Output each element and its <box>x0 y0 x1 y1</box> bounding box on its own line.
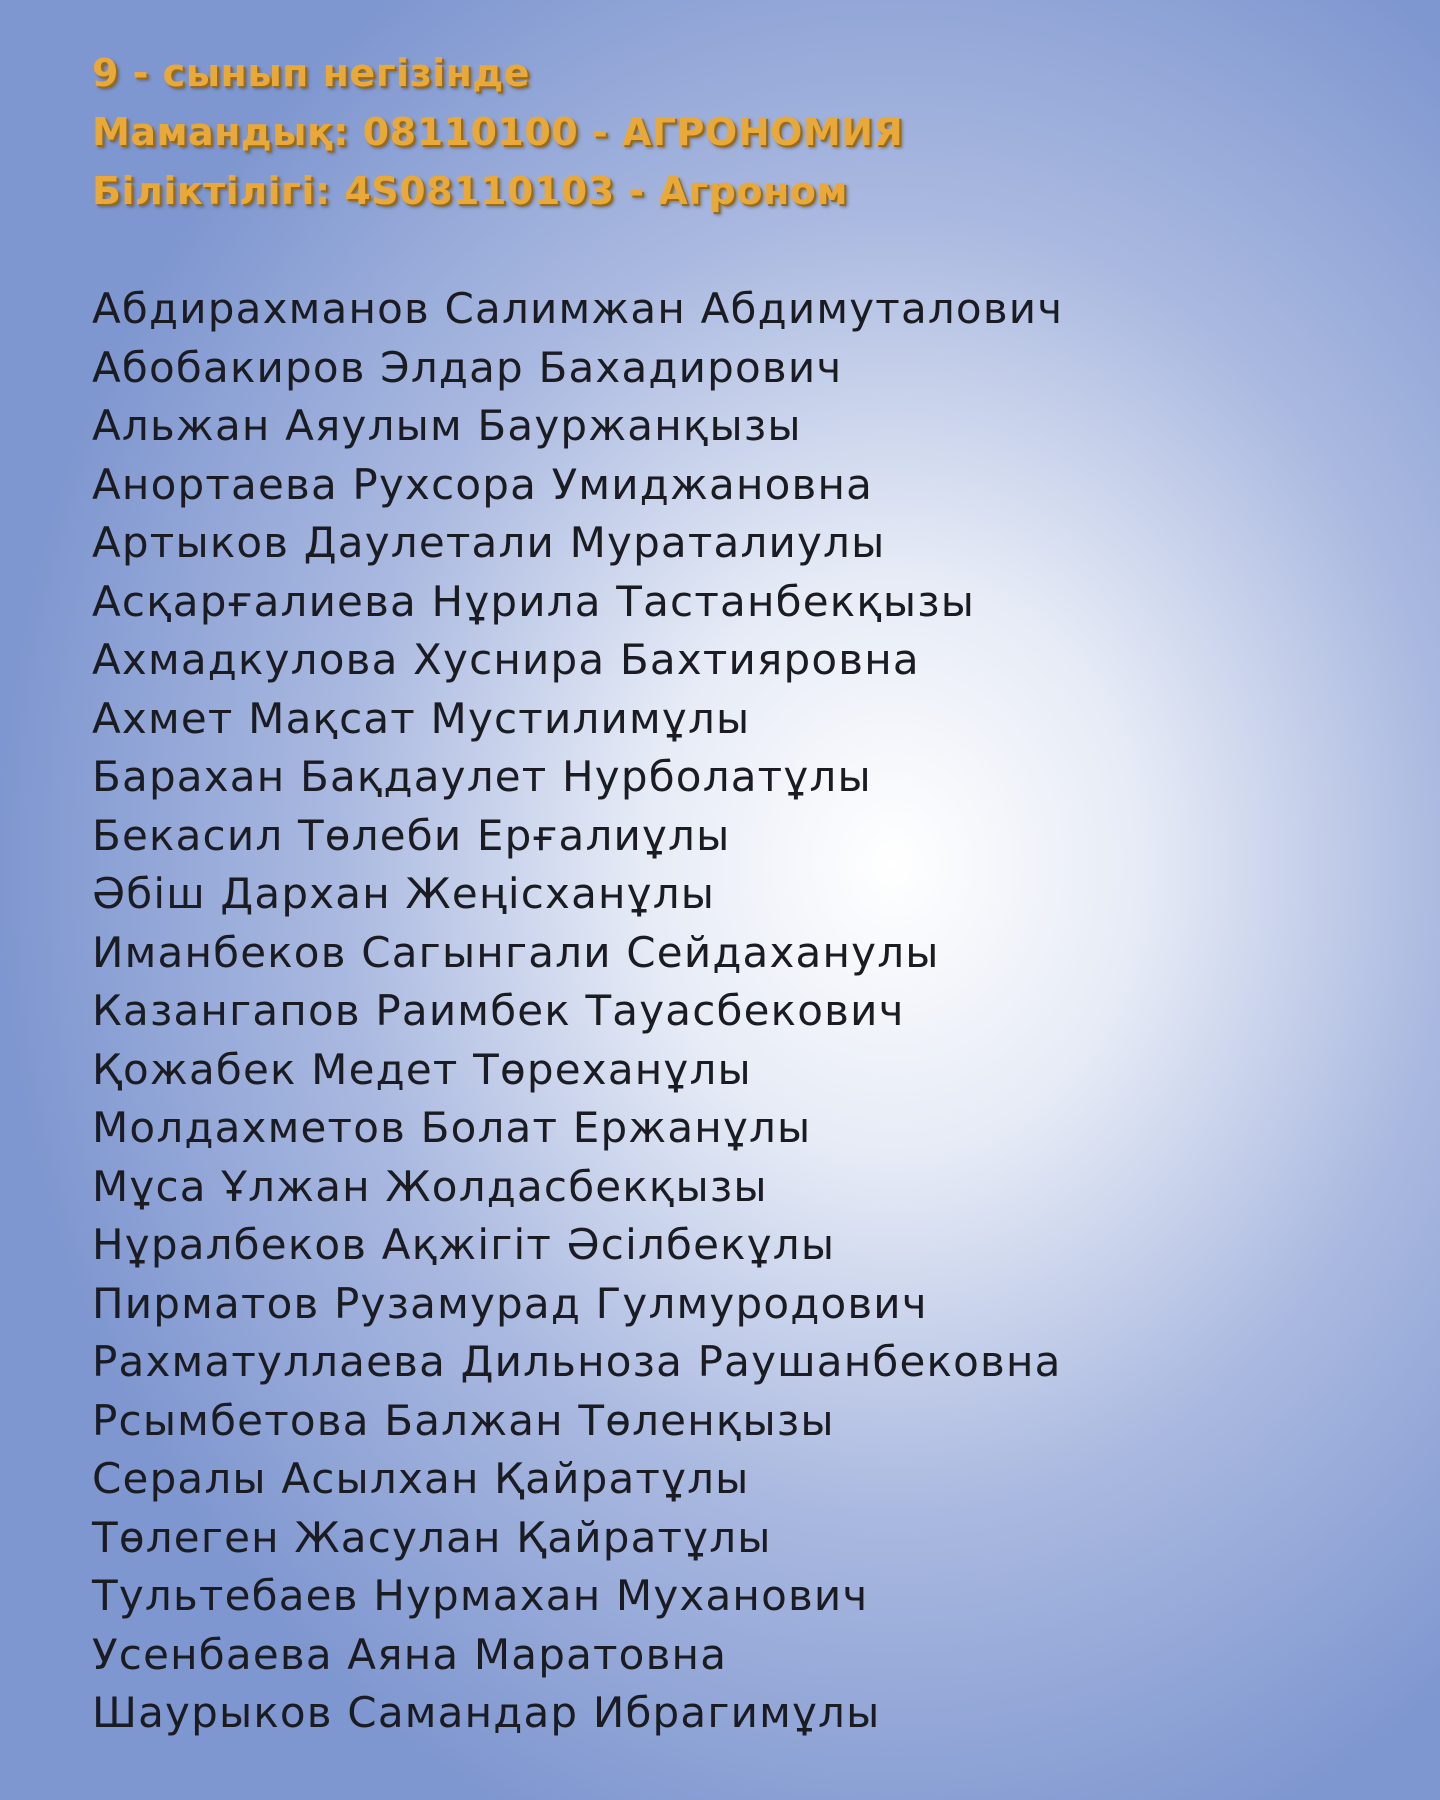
list-item: Усенбаева Аяна Маратовна <box>92 1629 728 1679</box>
specialty-header <box>92 44 1440 221</box>
list-item: Рахматуллаева Дильноза Раушанбековна <box>92 1337 1062 1386</box>
list-item: Анортаева Рухсора Умиджановна <box>92 459 874 509</box>
specialty-line: Мамандық: 08110100 - АГРОНОМИЯ <box>92 110 904 154</box>
list-item: Ахмадкулова Хуснира Бахтияровна <box>92 635 920 684</box>
list-item: Қожабек Медет Төреханұлы <box>92 1044 752 1094</box>
list-item: Ахмет Мақсат Мустилимұлы <box>92 693 751 743</box>
list-item: Артыков Даулетали Мураталиулы <box>92 518 886 567</box>
list-item: Пирматов Рузамурад Гулмуродович <box>92 1278 928 1328</box>
list-item: Молдахметов Болат Ержанұлы <box>92 1103 812 1152</box>
list-item: Альжан Аяулым Бауржанқызы <box>92 401 802 450</box>
list-item: Бекасил Төлеби Ерғалиұлы <box>92 810 731 860</box>
list-item: Нұралбеков Ақжігіт Әсілбекұлы <box>92 1220 836 1269</box>
list-item: Мұса Ұлжан Жолдасбекқызы <box>92 1161 768 1211</box>
student-names-list <box>92 280 1440 1743</box>
list-item: Абобакиров Элдар Бахадирович <box>92 342 843 392</box>
list-item: Иманбеков Сагынгали Сейдаханулы <box>92 927 940 977</box>
list-item: Казангапов Раимбек Тауасбекович <box>92 986 905 1035</box>
list-item: Асқарғалиева Нұрила Тастанбекқызы <box>92 576 976 626</box>
list-item: Барахан Бақдаулет Нурболатұлы <box>92 752 872 801</box>
list-item: Тультебаев Нурмахан Муханович <box>92 1571 869 1620</box>
list-item: Төлеген Жасулан Қайратұлы <box>92 1512 772 1562</box>
grade-basis-line: 9 - сынып негізінде <box>92 51 530 95</box>
list-item: Сералы Асылхан Қайратұлы <box>92 1454 750 1503</box>
list-item: Рсымбетова Балжан Төленқызы <box>92 1395 835 1445</box>
list-item: Абдирахманов Салимжан Абдимуталович <box>92 284 1064 333</box>
list-item: Шаурыков Самандар Ибрагимұлы <box>92 1688 881 1737</box>
list-item: Әбіш Дархан Жеңісханұлы <box>92 869 716 918</box>
qualification-line: Біліктілігі: 4S08110103 - Агроном <box>92 169 848 213</box>
